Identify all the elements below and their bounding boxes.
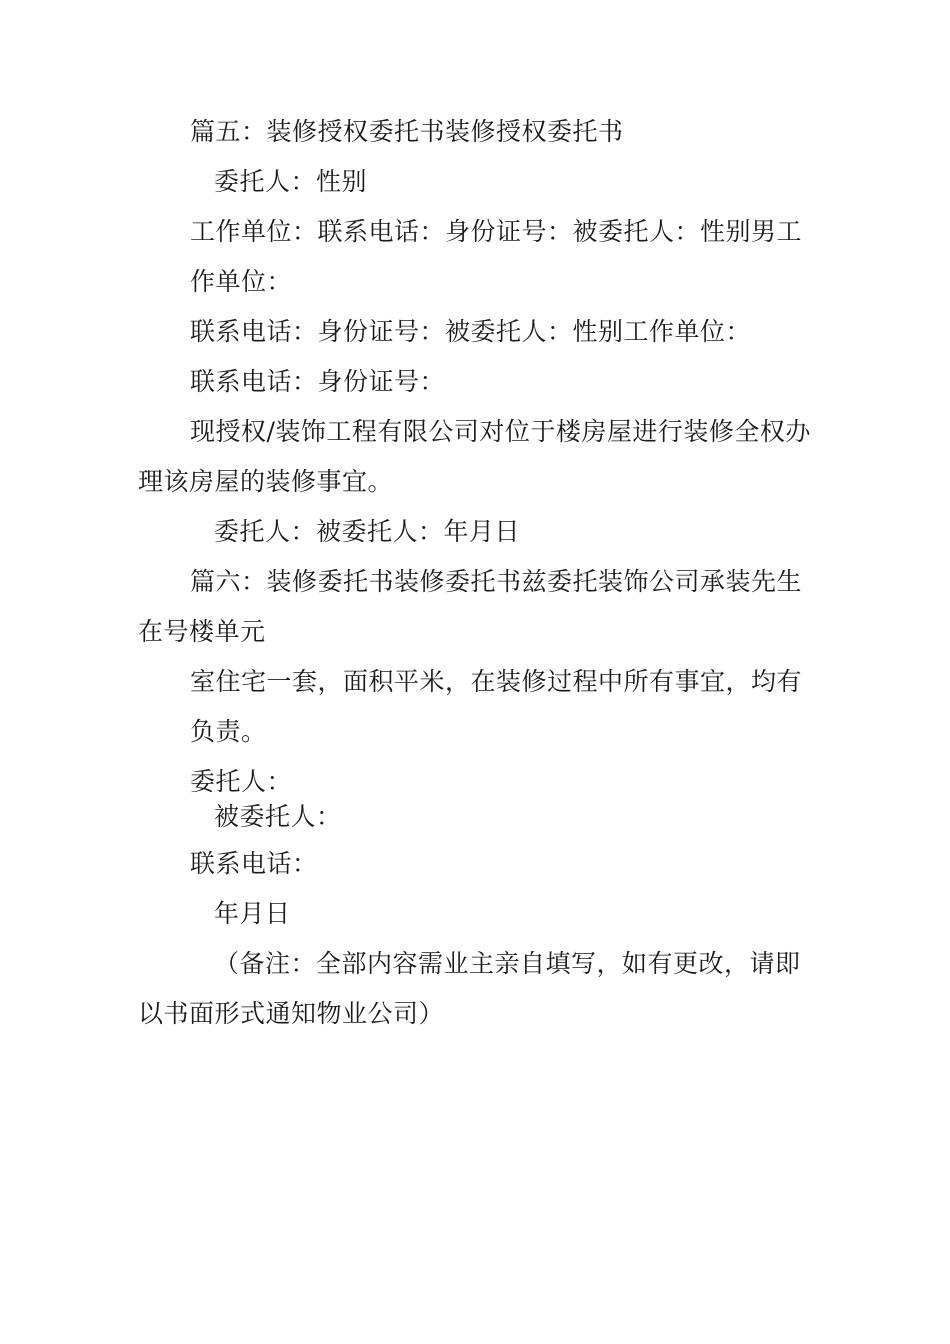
text-line: 年月日: [214, 899, 291, 928]
text-line: 联系电话：: [190, 849, 318, 878]
text-line: 联系电话：身份证号：被委托人：性别工作单位：: [190, 317, 752, 346]
text-line: 工作单位：联系电话：身份证号：被委托人：性别男工: [190, 217, 803, 246]
text-line: 被委托人：: [214, 802, 342, 831]
text-line: 委托人：: [190, 767, 293, 796]
text-line: 委托人：性别: [214, 167, 368, 196]
text-line: 现授权/装饰工程有限公司对位于楼房屋进行装修全权办: [190, 417, 811, 446]
text-line: 联系电话：身份证号：: [190, 367, 446, 396]
text-line: 理该房屋的装修事宜。: [138, 467, 394, 496]
text-line: 在号楼单元: [138, 617, 266, 646]
note-line: （备注：全部内容需业主亲自填写，如有更改，请即: [214, 949, 801, 978]
note-line: 以书面形式通知物业公司）: [138, 999, 445, 1028]
text-line: 委托人：被委托人：年月日: [214, 517, 521, 546]
text-line: 室住宅一套，面积平米，在装修过程中所有事宜，均有: [190, 667, 803, 696]
text-line: 作单位：: [190, 267, 293, 296]
heading-part-five: 篇五：装修授权委托书装修授权委托书: [190, 117, 624, 146]
heading-part-six: 篇六：装修委托书装修委托书兹委托装饰公司承装先生: [190, 567, 803, 596]
text-line: 负责。: [190, 717, 267, 746]
